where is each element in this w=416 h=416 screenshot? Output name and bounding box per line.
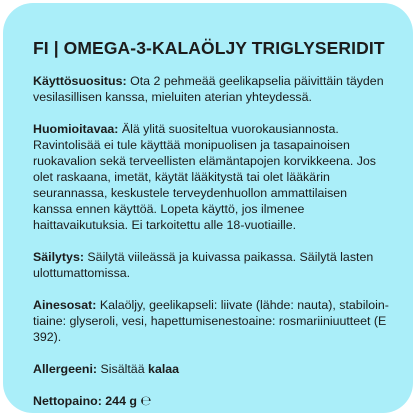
ingredients-section (33, 297, 389, 345)
warnings-label: Huomioitavaa: (33, 122, 119, 136)
estimated-sign-icon: ℮ (140, 394, 152, 409)
storage-section (33, 249, 389, 281)
warnings-section (33, 121, 389, 233)
usage-text: Ota 2 pehmeää geelikapselia päivittäin täyden vesilasillisen kanssa, mieluiten aterian yhteydessä. (33, 74, 384, 104)
net-weight-value: 244 g (105, 394, 137, 408)
allergens-label: Allergeeni: (33, 362, 98, 376)
ingredients-label: Ainesosat: (33, 298, 97, 312)
allergen-name: kalaa (148, 362, 180, 376)
storage-label: Säilytys: (33, 250, 84, 264)
net-weight-label: Nettopaino: (33, 394, 102, 408)
product-title: FI | OMEGA-3-KALAÖLJY TRIGLYSERIDIT (33, 38, 385, 58)
net-weight-section (33, 393, 389, 410)
storage-text: Säilytä viileässä ja kuivassa paikassa. Säilytä lasten ulottumattomissa. (33, 250, 374, 280)
warnings-text: Älä ylitä suositeltua vuorokausiannosta. Ravintolisää ei tule käyttää monipuolisen ja tasapainoisen ruokavalion sekä terveellisten elämäntapojen korvikkeena. Jos olet raskaana, imetät, käytät lääkitystä tai olet lääkärin seurannassa, keskustele terveydenhuollon ammattilaisen kanssa ennen käyttöä. Lopeta käyttö, jos ilmenee haittavaikutuksia. Ei tarkoitettu alle 18-vuotiaille. (33, 122, 376, 232)
allergens-text: Sisältää (100, 362, 145, 376)
usage-section (33, 73, 389, 105)
ingredients-text: Kalaöljy, geelikapseli: liivate (lähde: nauta), stabilointiaine: glyseroli, vesi, hapettumisenestoaine: rosmariiniuutteet (E 392). (33, 298, 389, 344)
allergens-section (33, 361, 389, 377)
label-card (3, 3, 413, 413)
usage-label: Käyttösuositus: (33, 74, 127, 88)
